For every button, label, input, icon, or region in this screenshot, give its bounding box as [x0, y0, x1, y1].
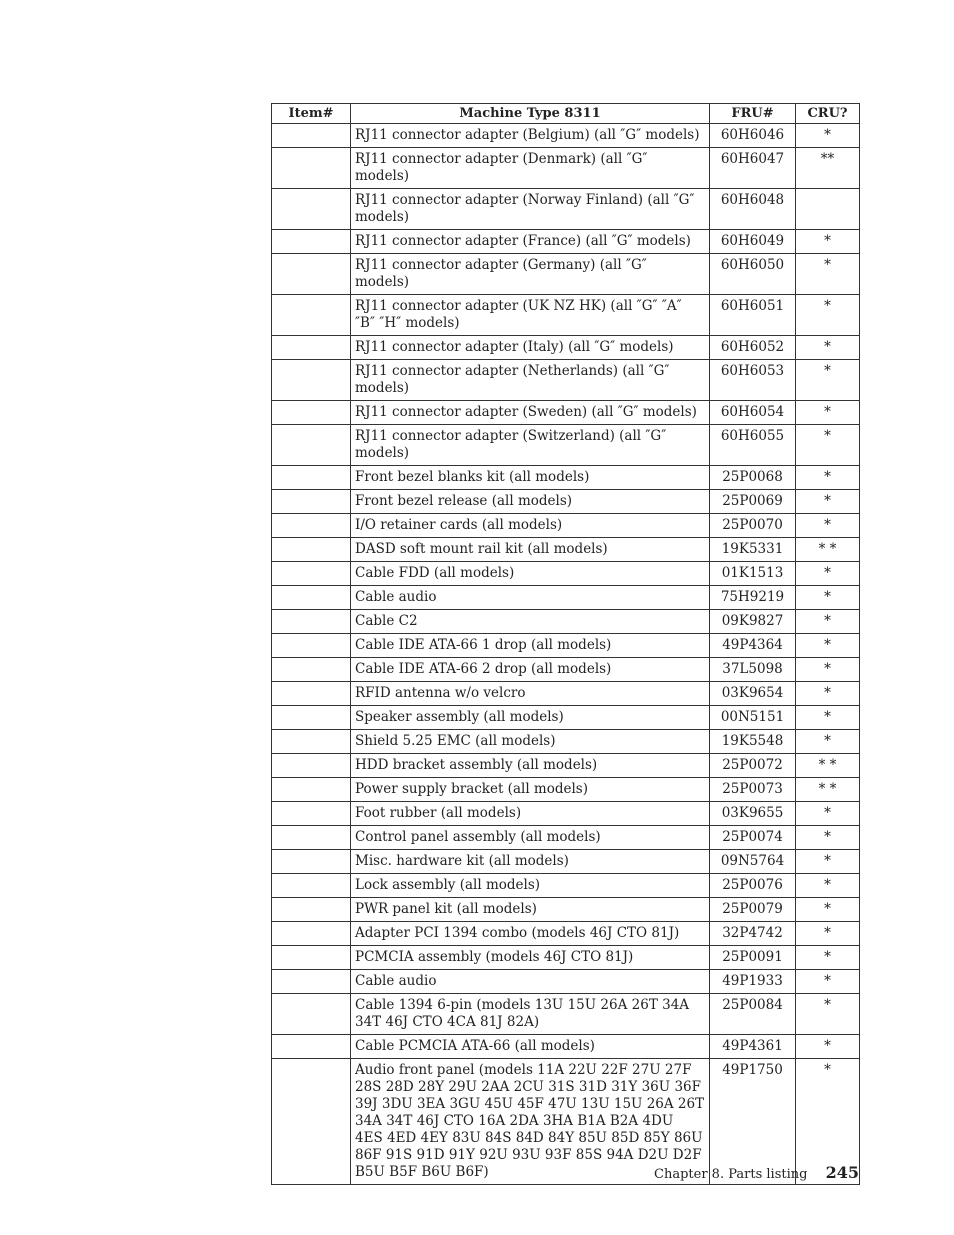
cru-cell: * — [796, 610, 860, 634]
table-row — [272, 802, 860, 826]
fru-cell: 60H6054 — [710, 401, 796, 425]
fru-cell: 49P1750 — [710, 1059, 796, 1185]
item-cell — [272, 970, 351, 994]
table-row — [272, 514, 860, 538]
fru-cell: 09K9827 — [710, 610, 796, 634]
item-cell — [272, 778, 351, 802]
description-cell: RJ11 connector adapter (Denmark) (all ″G″ models) — [351, 148, 710, 189]
cru-cell: * — [796, 425, 860, 466]
header-item: Item# — [272, 104, 351, 124]
fru-cell: 19K5331 — [710, 538, 796, 562]
cru-cell: * — [796, 295, 860, 336]
item-cell — [272, 802, 351, 826]
description-cell: Audio front panel (models 11A 22U 22F 27U 27F 28S 28D 28Y 29U 2AA 2CU 31S 31D 31Y 36U 36F 39J 3DU 3EA 3GU 45U 45F 47U 13U 15U 26A 26T 34A 34T 46J CTO 16A 2DA 3HA B1A B2A 4DU 4ES 4ED 4EY 83U 84S 84D 84Y 85U 85D 85Y 86U 86F 91S 91D 91Y 92U 93U 93F 85S 94A D2U D2F B5U B5F B6U B6F) — [351, 1059, 710, 1185]
description-cell: Foot rubber (all models) — [351, 802, 710, 826]
item-cell — [272, 295, 351, 336]
table-row — [272, 562, 860, 586]
fru-cell: 25P0091 — [710, 946, 796, 970]
description-cell: RJ11 connector adapter (Germany) (all ″G″ models) — [351, 254, 710, 295]
table-row — [272, 490, 860, 514]
cru-cell: * * — [796, 778, 860, 802]
description-cell: HDD bracket assembly (all models) — [351, 754, 710, 778]
fru-cell: 25P0069 — [710, 490, 796, 514]
cru-cell: * — [796, 634, 860, 658]
cru-cell: * — [796, 850, 860, 874]
table-row — [272, 148, 860, 189]
item-cell — [272, 189, 351, 230]
table-header-row — [272, 104, 860, 124]
table-row — [272, 754, 860, 778]
description-cell: Cable PCMCIA ATA-66 (all models) — [351, 1035, 710, 1059]
table-row — [272, 922, 860, 946]
description-cell: Lock assembly (all models) — [351, 874, 710, 898]
cru-cell: * — [796, 586, 860, 610]
fru-cell: 32P4742 — [710, 922, 796, 946]
fru-cell: 60H6055 — [710, 425, 796, 466]
item-cell — [272, 401, 351, 425]
item-cell — [272, 230, 351, 254]
table-row — [272, 295, 860, 336]
table-row — [272, 1035, 860, 1059]
fru-cell: 03K9655 — [710, 802, 796, 826]
table-row — [272, 730, 860, 754]
cru-cell: * — [796, 230, 860, 254]
table-row — [272, 610, 860, 634]
description-cell: RJ11 connector adapter (Switzerland) (all ″G″ models) — [351, 425, 710, 466]
description-cell: Front bezel blanks kit (all models) — [351, 466, 710, 490]
fru-cell: 49P1933 — [710, 970, 796, 994]
cru-cell: * — [796, 490, 860, 514]
cru-cell: * * — [796, 754, 860, 778]
item-cell — [272, 850, 351, 874]
cru-cell: * — [796, 360, 860, 401]
description-cell: Cable 1394 6-pin (models 13U 15U 26A 26T 34A 34T 46J CTO 4CA 81J 82A) — [351, 994, 710, 1035]
table-row — [272, 874, 860, 898]
item-cell — [272, 538, 351, 562]
header-cru: CRU? — [796, 104, 860, 124]
cru-cell: * — [796, 922, 860, 946]
table-row — [272, 994, 860, 1035]
fru-cell: 25P0079 — [710, 898, 796, 922]
description-cell: Cable IDE ATA-66 1 drop (all models) — [351, 634, 710, 658]
item-cell — [272, 360, 351, 401]
table-row — [272, 778, 860, 802]
fru-cell: 09N5764 — [710, 850, 796, 874]
fru-cell: 25P0073 — [710, 778, 796, 802]
cru-cell: * — [796, 124, 860, 148]
fru-cell: 60H6053 — [710, 360, 796, 401]
cru-cell: * — [796, 682, 860, 706]
parts-table — [271, 103, 860, 1185]
item-cell — [272, 254, 351, 295]
item-cell — [272, 706, 351, 730]
table-row — [272, 826, 860, 850]
table-row — [272, 634, 860, 658]
table-row — [272, 124, 860, 148]
description-cell: Misc. hardware kit (all models) — [351, 850, 710, 874]
description-cell: Shield 5.25 EMC (all models) — [351, 730, 710, 754]
item-cell — [272, 586, 351, 610]
fru-cell: 01K1513 — [710, 562, 796, 586]
cru-cell: * — [796, 730, 860, 754]
fru-cell: 25P0084 — [710, 994, 796, 1035]
fru-cell: 60H6046 — [710, 124, 796, 148]
page-footer — [654, 1163, 859, 1182]
item-cell — [272, 425, 351, 466]
description-cell: RJ11 connector adapter (Netherlands) (all ″G″ models) — [351, 360, 710, 401]
cru-cell: * — [796, 1059, 860, 1185]
table-row — [272, 254, 860, 295]
table-row — [272, 360, 860, 401]
description-cell: RJ11 connector adapter (Sweden) (all ″G″ models) — [351, 401, 710, 425]
item-cell — [272, 514, 351, 538]
fru-cell: 25P0068 — [710, 466, 796, 490]
header-machine-type: Machine Type 8311 — [351, 104, 710, 124]
item-cell — [272, 562, 351, 586]
item-cell — [272, 826, 351, 850]
cru-cell: * — [796, 401, 860, 425]
item-cell — [272, 490, 351, 514]
fru-cell: 60H6052 — [710, 336, 796, 360]
item-cell — [272, 754, 351, 778]
description-cell: Speaker assembly (all models) — [351, 706, 710, 730]
fru-cell: 60H6050 — [710, 254, 796, 295]
fru-cell: 25P0076 — [710, 874, 796, 898]
item-cell — [272, 610, 351, 634]
cru-cell: ** — [796, 148, 860, 189]
description-cell: Front bezel release (all models) — [351, 490, 710, 514]
item-cell — [272, 874, 351, 898]
item-cell — [272, 994, 351, 1035]
table-row — [272, 189, 860, 230]
table-row — [272, 658, 860, 682]
cru-cell: * — [796, 254, 860, 295]
item-cell — [272, 946, 351, 970]
cru-cell: * — [796, 466, 860, 490]
cru-cell: * — [796, 706, 860, 730]
chapter-label: Chapter 8. Parts listing — [654, 1167, 808, 1182]
item-cell — [272, 682, 351, 706]
fru-cell: 60H6049 — [710, 230, 796, 254]
cru-cell: * — [796, 874, 860, 898]
cru-cell: * — [796, 994, 860, 1035]
fru-cell: 37L5098 — [710, 658, 796, 682]
description-cell: RJ11 connector adapter (France) (all ″G″ models) — [351, 230, 710, 254]
description-cell: Cable FDD (all models) — [351, 562, 710, 586]
description-cell: Cable audio — [351, 586, 710, 610]
table-row — [272, 946, 860, 970]
item-cell — [272, 922, 351, 946]
fru-cell: 49P4361 — [710, 1035, 796, 1059]
description-cell: RJ11 connector adapter (UK NZ HK) (all ″G″ ″A″ ″B″ ″H″ models) — [351, 295, 710, 336]
item-cell — [272, 1059, 351, 1185]
cru-cell: * — [796, 802, 860, 826]
cru-cell — [796, 189, 860, 230]
description-cell: RJ11 connector adapter (Norway Finland) (all ″G″ models) — [351, 189, 710, 230]
table-row — [272, 538, 860, 562]
cru-cell: * — [796, 336, 860, 360]
description-cell: DASD soft mount rail kit (all models) — [351, 538, 710, 562]
description-cell: RFID antenna w/o velcro — [351, 682, 710, 706]
item-cell — [272, 148, 351, 189]
item-cell — [272, 658, 351, 682]
cru-cell: * — [796, 658, 860, 682]
fru-cell: 60H6047 — [710, 148, 796, 189]
cru-cell: * — [796, 970, 860, 994]
fru-cell: 00N5151 — [710, 706, 796, 730]
table-row — [272, 425, 860, 466]
item-cell — [272, 898, 351, 922]
description-cell: Cable audio — [351, 970, 710, 994]
cru-cell: * — [796, 826, 860, 850]
table-row — [272, 970, 860, 994]
description-cell: RJ11 connector adapter (Italy) (all ″G″ models) — [351, 336, 710, 360]
description-cell: Adapter PCI 1394 combo (models 46J CTO 81J) — [351, 922, 710, 946]
cru-cell: * — [796, 514, 860, 538]
item-cell — [272, 634, 351, 658]
fru-cell: 03K9654 — [710, 682, 796, 706]
cru-cell: * — [796, 946, 860, 970]
item-cell — [272, 124, 351, 148]
table-row — [272, 586, 860, 610]
fru-cell: 49P4364 — [710, 634, 796, 658]
description-cell: Control panel assembly (all models) — [351, 826, 710, 850]
cru-cell: * — [796, 562, 860, 586]
header-fru: FRU# — [710, 104, 796, 124]
table-row — [272, 682, 860, 706]
cru-cell: * * — [796, 538, 860, 562]
description-cell: Power supply bracket (all models) — [351, 778, 710, 802]
table-row — [272, 466, 860, 490]
description-cell: Cable IDE ATA-66 2 drop (all models) — [351, 658, 710, 682]
description-cell: PCMCIA assembly (models 46J CTO 81J) — [351, 946, 710, 970]
fru-cell: 25P0074 — [710, 826, 796, 850]
cru-cell: * — [796, 1035, 860, 1059]
table-row — [272, 230, 860, 254]
fru-cell: 25P0070 — [710, 514, 796, 538]
item-cell — [272, 336, 351, 360]
page-number: 245 — [825, 1163, 859, 1182]
fru-cell: 60H6048 — [710, 189, 796, 230]
description-cell: RJ11 connector adapter (Belgium) (all ″G″ models) — [351, 124, 710, 148]
table-row — [272, 898, 860, 922]
cru-cell: * — [796, 898, 860, 922]
description-cell: Cable C2 — [351, 610, 710, 634]
table-row — [272, 401, 860, 425]
table-row — [272, 706, 860, 730]
fru-cell: 25P0072 — [710, 754, 796, 778]
item-cell — [272, 466, 351, 490]
table-body — [272, 124, 860, 1185]
table-row — [272, 850, 860, 874]
item-cell — [272, 1035, 351, 1059]
description-cell: PWR panel kit (all models) — [351, 898, 710, 922]
fru-cell: 60H6051 — [710, 295, 796, 336]
description-cell: I/O retainer cards (all models) — [351, 514, 710, 538]
item-cell — [272, 730, 351, 754]
fru-cell: 19K5548 — [710, 730, 796, 754]
table-row — [272, 336, 860, 360]
fru-cell: 75H9219 — [710, 586, 796, 610]
